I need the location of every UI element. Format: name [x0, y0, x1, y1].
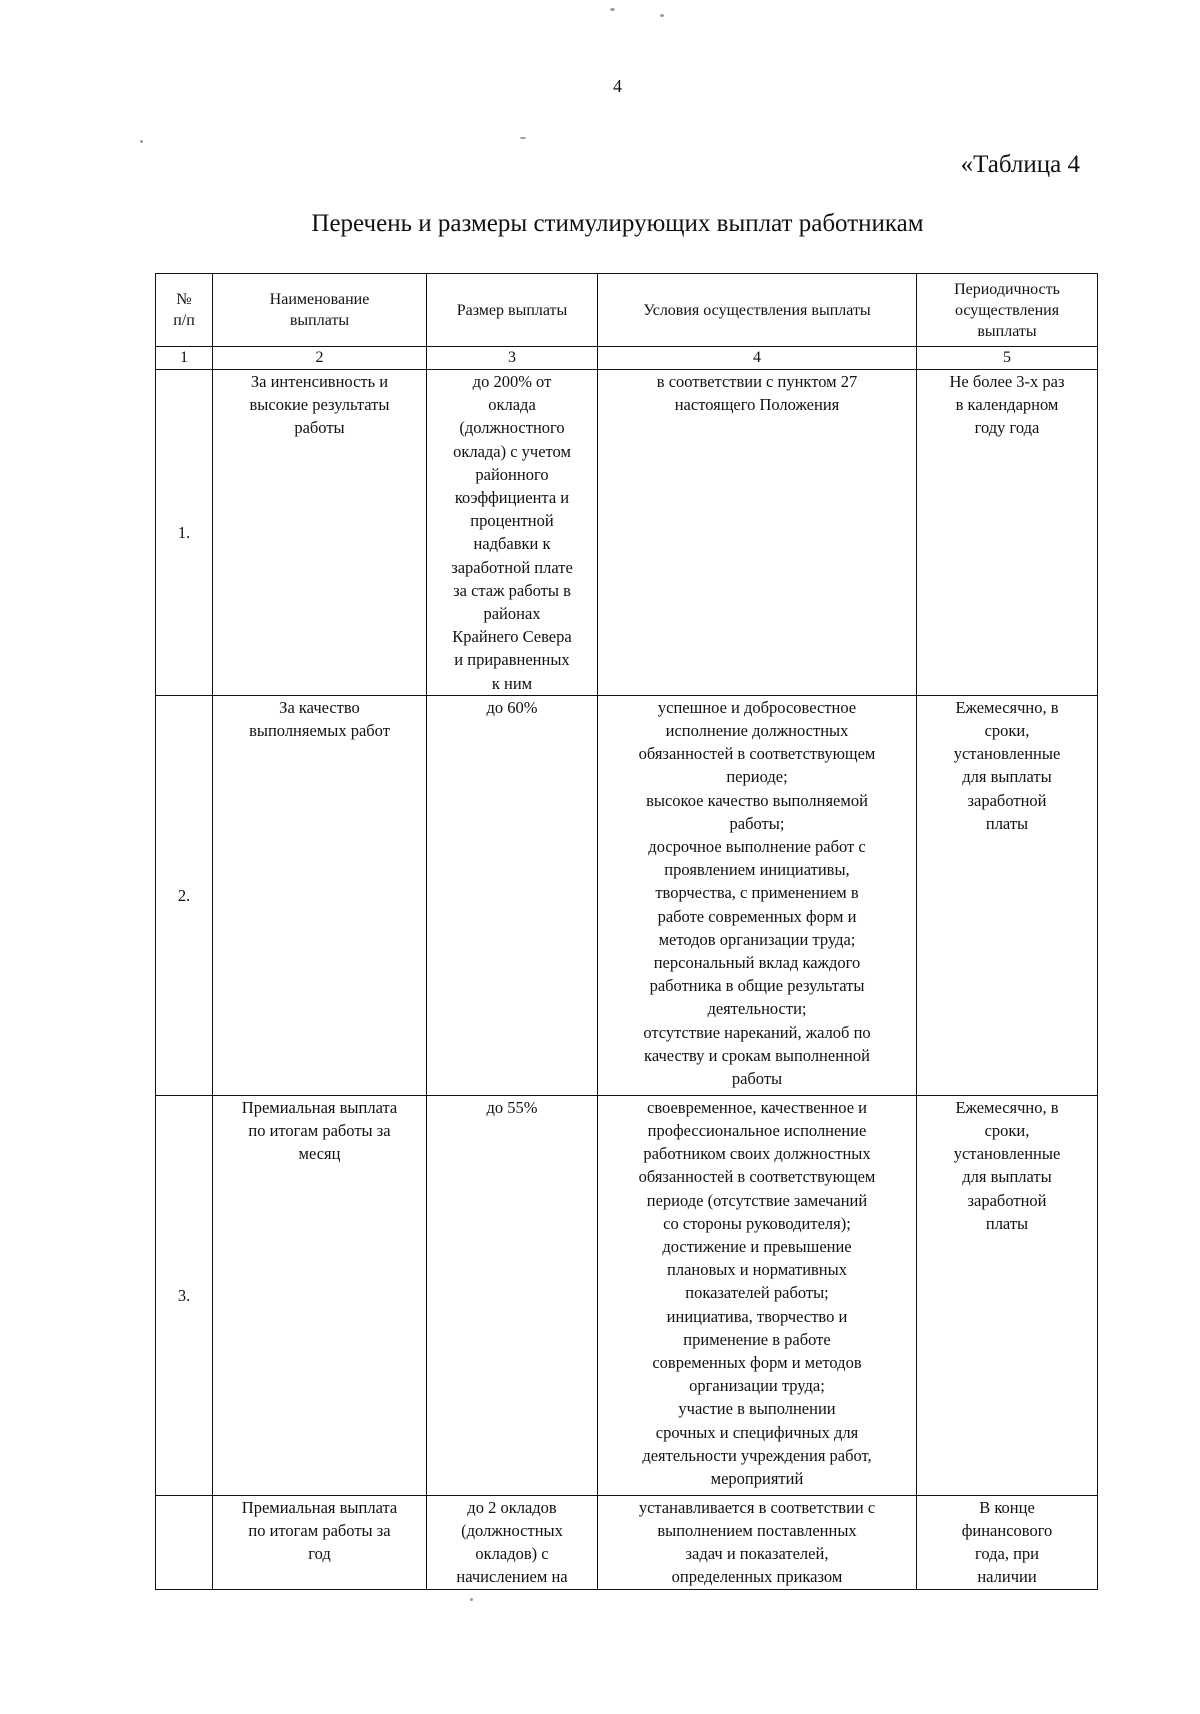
- payment-periodicity: Не более 3-х раз в календарном году года: [917, 370, 1098, 696]
- column-number: 2: [213, 347, 427, 370]
- column-number: 5: [917, 347, 1098, 370]
- table-row: [156, 370, 1098, 696]
- header-payment-name: Наименование выплаты: [213, 274, 427, 347]
- table-label: «Таблица 4: [960, 151, 1080, 178]
- payment-size: до 60%: [427, 695, 598, 1095]
- payment-name: За интенсивность и высокие результаты работы: [213, 370, 427, 696]
- payment-periodicity: Ежемесячно, в сроки, установленные для выплаты заработной платы: [917, 1095, 1098, 1495]
- payment-name: Премиальная выплата по итогам работы за месяц: [213, 1095, 427, 1495]
- row-number: [156, 1495, 213, 1589]
- table-row: [156, 1495, 1098, 1589]
- table-header-row: [156, 274, 1098, 347]
- header-payment-conditions: Условия осуществления выплаты: [598, 274, 917, 347]
- scan-speck: [610, 8, 615, 11]
- payment-conditions: в соответствии с пунктом 27 настоящего Положения: [598, 370, 917, 696]
- payment-name: За качество выполняемых работ: [213, 695, 427, 1095]
- payment-size: до 200% от оклада (должностного оклада) с учетом районного коэффициента и процентной надбавки к заработной плате за стаж работы в районах Крайнего Севера и приравненных к ним: [427, 370, 598, 696]
- incentive-payments-table: [155, 273, 1098, 1590]
- payment-periodicity: Ежемесячно, в сроки, установленные для выплаты заработной платы: [917, 695, 1098, 1095]
- payment-size: до 55%: [427, 1095, 598, 1495]
- payment-conditions: успешное и добросовестное исполнение должностных обязанностей в соответствующем периоде; высокое качество выполняемой работы; досрочное выполнение работ с проявлением инициативы, творчества, с применением в работе современных форм и методов организации труда; персональный вклад каждого работника в общие результаты деятельности; отсутствие нареканий, жалоб по качеству и срокам выполненной работы: [598, 695, 917, 1095]
- scan-speck: [140, 140, 143, 143]
- column-number-row: [156, 347, 1098, 370]
- scan-speck: [520, 137, 526, 139]
- header-payment-size: Размер выплаты: [427, 274, 598, 347]
- payment-periodicity: В конце финансового года, при наличии: [917, 1495, 1098, 1589]
- header-payment-periodicity: Периодичность осуществления выплаты: [917, 274, 1098, 347]
- row-number: 3.: [156, 1095, 213, 1495]
- payment-name: Премиальная выплата по итогам работы за год: [213, 1495, 427, 1589]
- header-number: № п/п: [156, 274, 213, 347]
- scan-speck: [470, 1598, 473, 1601]
- column-number: 3: [427, 347, 598, 370]
- table-row: [156, 695, 1098, 1095]
- column-number: 4: [598, 347, 917, 370]
- row-number: 1.: [156, 370, 213, 696]
- column-number: 1: [156, 347, 213, 370]
- payment-conditions: своевременное, качественное и профессиональное исполнение работником своих должностных обязанностей в соответствующем периоде (отсутствие замечаний со стороны руководителя); достижение и превышение плановых и нормативных показателей работы; инициатива, творчество и применение в работе современных форм и методов организации труда; участие в выполнении срочных и специфичных для деятельности учреждения работ, мероприятий: [598, 1095, 917, 1495]
- table-row: [156, 1095, 1098, 1495]
- document-title: Перечень и размеры стимулирующих выплат работникам: [311, 210, 924, 237]
- page-number: 4: [613, 76, 622, 96]
- payment-conditions: устанавливается в соответствии с выполнением поставленных задач и показателей, определенных приказом: [598, 1495, 917, 1589]
- scan-speck: [660, 14, 664, 17]
- payment-size: до 2 окладов (должностных окладов) с начислением на: [427, 1495, 598, 1589]
- row-number: 2.: [156, 695, 213, 1095]
